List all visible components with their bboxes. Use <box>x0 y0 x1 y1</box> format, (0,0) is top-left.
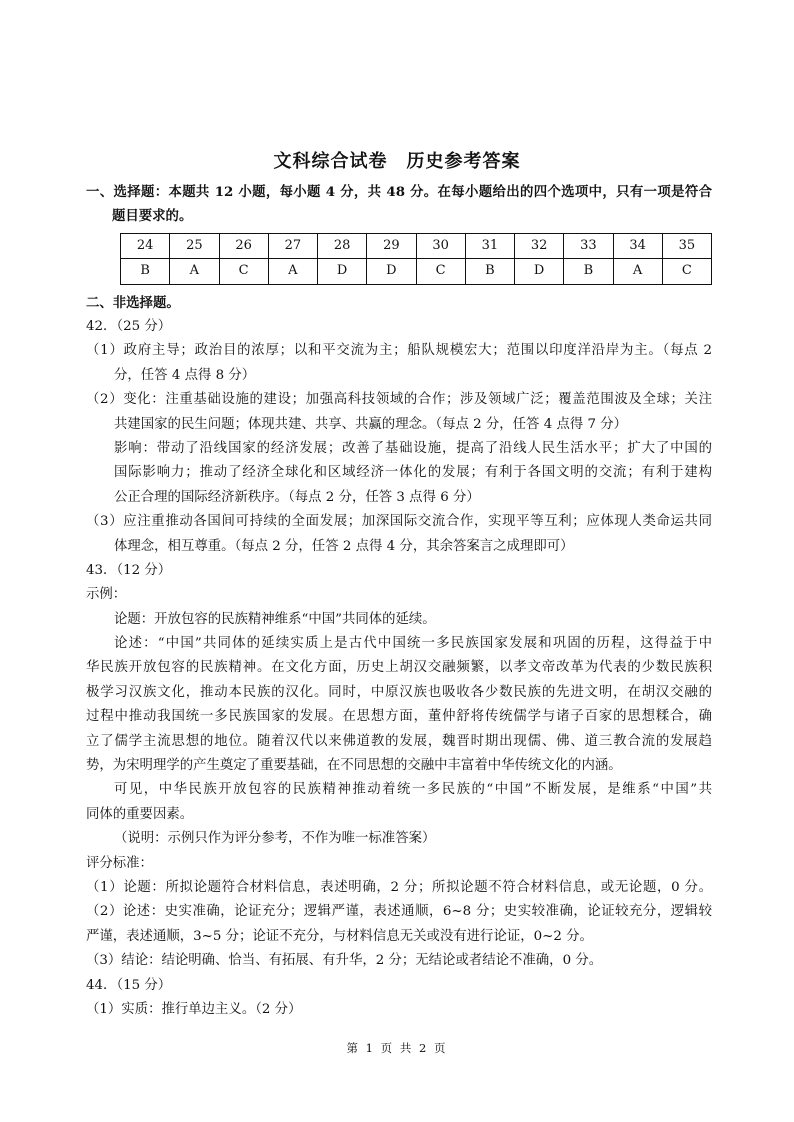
q42-part1-cont: 分，任答 4 点得 8 分） <box>114 367 256 383</box>
q44-part1: （1）实质：推行单边主义。（2 分） <box>86 1001 302 1017</box>
q43-criteria-3: （3）结论：结论明确、恰当、有拓展、有升华，2 分；无结论或者结论不准确，0 分。 <box>86 953 603 969</box>
section1-instruction: 一、选择题：本题共 12 小题，每小题 4 分，共 48 分。在每小题给出的四个选项中，只有一项是符合 <box>86 184 712 200</box>
q42-part1: （1）政府主导；政治目的浓厚；以和平交流为主；船队规模宏大；范围以印度洋沿岸为主。（每点 2 <box>86 343 712 359</box>
answer-table-answer-row <box>121 259 712 284</box>
question-number: 28 <box>318 233 367 258</box>
q42-heading: 42．（25 分） <box>86 318 172 334</box>
question-number: 25 <box>170 233 219 258</box>
question-number: 29 <box>367 233 416 258</box>
q43-criteria-2-cont: 严谨，表述通顺，3~5 分；论证不充分，与材料信息无关或没有进行论证，0~2 分。 <box>86 928 593 944</box>
question-number: 27 <box>268 233 317 258</box>
question-number: 26 <box>219 233 268 258</box>
question-number: 24 <box>121 233 170 258</box>
section1-instruction-cont: 题目要求的。 <box>112 208 193 225</box>
answer-letter: D <box>515 259 564 284</box>
q42-part3-cont: 体理念，相互尊重。（每点 2 分，任答 2 点得 4 分，其余答案言之成理即可） <box>114 538 574 554</box>
answer-letter: A <box>613 259 662 284</box>
answer-letter: B <box>564 259 613 284</box>
q43-thesis: 论题：开放包容的民族精神维系“中国”共同体的延续。 <box>114 611 436 627</box>
q43-argument-line: 华民族开放包容的民族精神。在文化方面，历史上胡汉交融频繁，以孝文帝改革为代表的少数民族积 <box>86 660 712 676</box>
question-number: 31 <box>465 233 514 258</box>
answer-letter: A <box>170 259 219 284</box>
q42-part3: （3）应注重推动各国间可持续的全面发展；加深国际交流合作，实现平等互利；应体现人类命运共同 <box>86 514 712 530</box>
q43-conclusion-cont: 同体的重要因素。 <box>86 806 194 822</box>
question-number: 32 <box>515 233 564 258</box>
q43-heading: 43．（12 分） <box>86 562 172 578</box>
q43-argument-line: 极学习汉族文化，推动本民族的汉化。同时，中原汉族也吸收各少数民族的先进文明，在胡汉交融的 <box>86 684 712 700</box>
answer-letter: A <box>268 259 317 284</box>
q43-argument-line: 过程中推动我国统一多民族国家的发展。在思想方面，董仲舒将传统儒学与诸子百家的思想糅合，确 <box>86 709 712 725</box>
answer-table-number-row <box>121 233 712 258</box>
q43-argument: 论述：“中国”共同体的延续实质上是古代中国统一多民族国家发展和巩固的历程，这得益于中 <box>114 636 712 652</box>
answer-letter: C <box>662 259 711 284</box>
q43-argument-line: 势，为宋明理学的产生奠定了重要基础，在不同思想的交融中丰富着中华传统文化的内涵。 <box>86 758 622 774</box>
answer-table <box>120 233 712 285</box>
answer-letter: B <box>121 259 170 284</box>
q43-argument-line: 立了儒学主流思想的地位。随着汉代以来佛道教的发展，魏晋时期出现儒、佛、道三教合流的发展趋 <box>86 733 712 749</box>
answer-letter: D <box>318 259 367 284</box>
q43-criteria-heading: 评分标准： <box>86 855 153 871</box>
q43-note: （说明：示例只作为评分参考，不作为唯一标准答案） <box>114 831 436 847</box>
section2-heading: 二、非选择题。 <box>86 294 180 311</box>
q42-part2-cont: 共建国家的民生问题；体现共建、共享、共赢的理念。（每点 2 分，任答 4 点得 7 分） <box>114 416 628 432</box>
answer-letter: D <box>367 259 416 284</box>
q44-heading: 44．（15 分） <box>86 977 172 993</box>
answer-letter: C <box>416 259 465 284</box>
answer-letter: B <box>465 259 514 284</box>
question-number: 34 <box>613 233 662 258</box>
q42-part2-impact: 影响：带动了沿线国家的经济发展；改善了基础设施，提高了沿线人民生活水平；扩大了中国的 <box>114 440 712 456</box>
q42-part2-impact-cont: 国际影响力；推动了经济全球化和区域经济一体化的发展；有利于各国文明的交流；有利于建构 <box>114 465 712 481</box>
answer-letter: C <box>219 259 268 284</box>
document-body <box>86 180 712 1022</box>
q43-criteria-2: （2）论述：史实准确，论证充分；逻辑严谨，表述通顺，6~8 分；史实较准确，论证较充分，逻辑较 <box>86 904 712 920</box>
q42-part2: （2）变化：注重基础设施的建设；加强高科技领域的合作；涉及领域广泛；覆盖范围波及全球；关注 <box>86 392 712 408</box>
page-footer: 第 1 页 共 2 页 <box>346 1041 448 1055</box>
q43-conclusion: 可见，中华民族开放包容的民族精神推动着统一多民族的“中国”不断发展，是维系“中国”共 <box>114 782 712 798</box>
page-title: 文科综合试卷 历史参考答案 <box>273 151 521 172</box>
question-number: 30 <box>416 233 465 258</box>
q43-criteria-1: （1）论题：所拟论题符合材料信息，表述明确，2 分；所拟论题不符合材料信息，或无论题，0 分。 <box>86 879 712 895</box>
question-number: 33 <box>564 233 613 258</box>
q42-part2-impact-end: 公正合理的国际经济新秩序。（每点 2 分，任答 3 点得 6 分） <box>114 489 480 505</box>
q43-example-label: 示例： <box>86 587 127 603</box>
question-number: 35 <box>662 233 711 258</box>
